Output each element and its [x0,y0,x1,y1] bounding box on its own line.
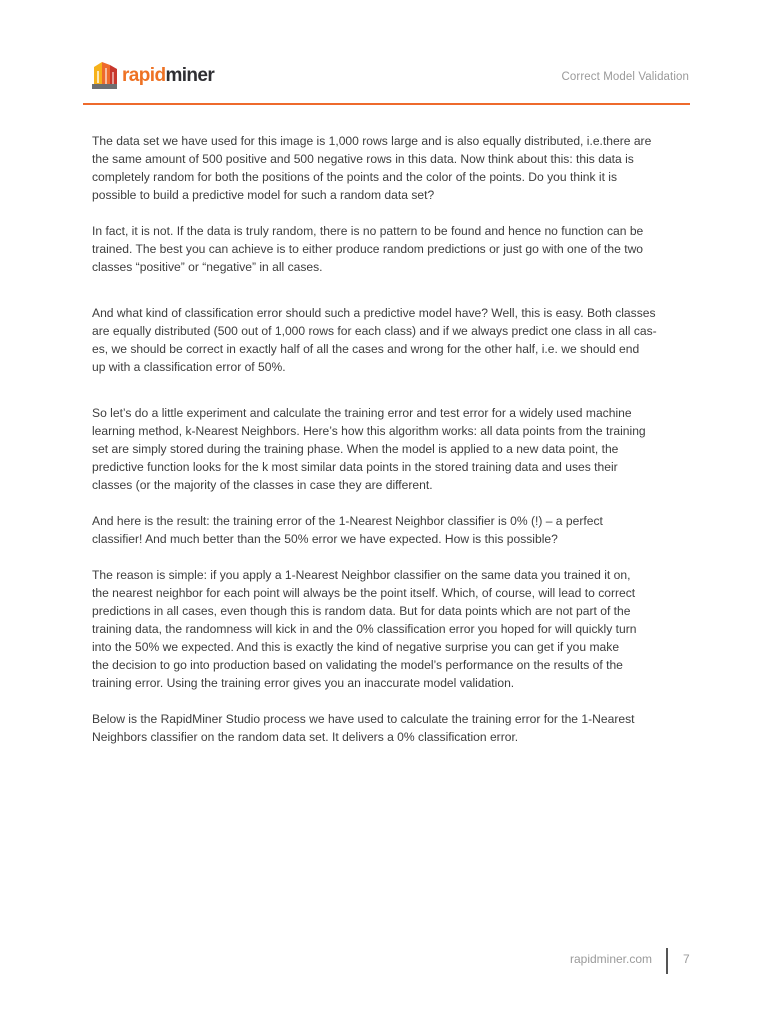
paragraph-3: And what kind of classification error should such a predictive model have? Well, this is easy. Both classes are equally distributed (500 out of 1,000 rows for each class) and if we always predict one class in all cas- es, we should be correct in exactly half of all the cases and wrong for the other half, i.e. we should end up with a classification error of 50%. [92,306,657,374]
page-header [91,56,689,104]
paragraph-7: Below is the RapidMiner Studio process we have used to calculate the training error for the 1-Nearest Neighbors classifier on the random data set. It delivers a 0% classification error. [92,712,635,744]
header-divider [83,103,690,105]
paragraph-6: The reason is simple: if you apply a 1-Nearest Neighbor classifier on the same data you trained it on, the nearest neighbor for each point will always be the point itself. Which, of course, will lead to correct predictions in all cases, even though this is random data. But for data points which are not part of the training data, the randomness will kick in and the 0% classification error you hoped for will quickly turn into the 50% we expected. And this is exactly the kind of negative surprise you can get if you make the decision to go into production based on validating the model’s performance on the results of the training error. Using the training error gives you an inaccurate model validation. [92,568,637,690]
paragraph-5: And here is the result: the training error of the 1-Nearest Neighbor classifier is 0% (!) – a perfect classifier! And much better than the 50% error we have expected. How is this possible? [92,514,603,546]
rapidminer-logo [91,58,214,92]
paragraph-1: The data set we have used for this image is 1,000 rows large and is also equally distributed, i.e.there are the same amount of 500 positive and 500 negative rows in this data. Now think about this: this data is completely random for both the positions of the points and the color of the points. Do you think it is possible to build a predictive model for such a random data set? [92,134,652,202]
document-title: Correct Model Validation [561,71,689,83]
paragraph-2: In fact, it is not. If the data is truly random, there is no pattern to be found and hence no function can be trained. The best you can achieve is to either produce random predictions or just go with one of the two classes “positive” or “negative” in all cases. [92,224,644,274]
page-number: 7 [683,952,690,966]
logo-miner-text: miner [165,64,215,86]
footer-website: rapidminer.com [569,952,652,966]
logo-rapid-text: rapid [122,64,166,86]
paragraph-4: So let’s do a little experiment and calculate the training error and test error for a widely used machine learning method, k-Nearest Neighbors. Here’s how this algorithm works: all data points from the training set are simply stored during the training phase. When the model is applied to a new data point, the predictive function looks for the k most similar data points in the stored training data and uses their classes (or the majority of the classes in case they are different. [92,406,646,492]
logo-wordmark [122,66,214,85]
body-text [92,132,690,746]
footer-divider [666,948,668,974]
rapidminer-logo-icon [91,58,119,92]
